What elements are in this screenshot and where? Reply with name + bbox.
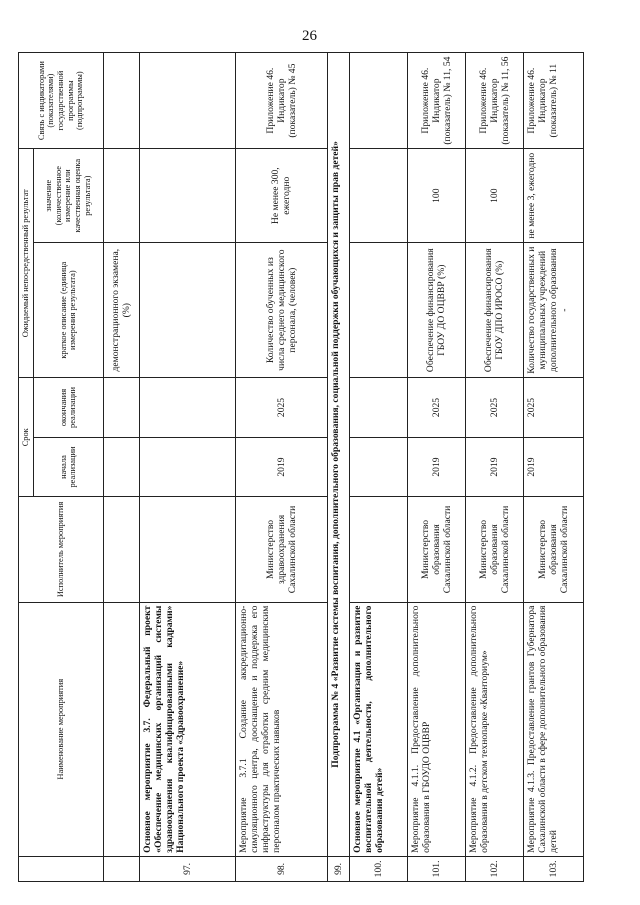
header-end: окончания реализации (33, 378, 103, 438)
row-desc: Обеспечение финансирования ГБОУ ДПО ИРОСО (%) (465, 243, 523, 378)
row-num: 98. (235, 856, 327, 881)
row-end: 2025 (407, 378, 465, 438)
row-start (349, 437, 407, 497)
row-start: 2019 (523, 437, 583, 497)
row-executor: Министерство здравоохранения Сахалинской области (235, 497, 327, 602)
row-num: 102. (465, 856, 523, 881)
row-link: Приложение 46. Индикатор (показатель) № 45 (235, 53, 327, 149)
row-name (103, 602, 139, 856)
row-value (103, 149, 139, 243)
row-name: Мероприятие 4.1.1. Предоставление дополнительного образования в ГБОУДО ОЦВВР (407, 602, 465, 856)
row-value (139, 149, 235, 243)
row-link (139, 53, 235, 149)
row-link (103, 53, 139, 149)
table-row (523, 53, 583, 882)
row-num: 101. (407, 856, 465, 881)
header-link: Связь с индикаторами (показателями) государственной программы (подпрограммы) (19, 53, 104, 149)
row-name: Основное мероприятие 3.7. Федеральный проект «Обеспечение медицинских организаций системы здравоохранения квалифицированными кадрами» Национального проекта «Здравоохранение» (139, 602, 235, 856)
table-row-subprogram (327, 53, 349, 882)
row-link (349, 53, 407, 149)
row-num: 100. (349, 856, 407, 881)
row-executor: Министерство образования Сахалинской области (407, 497, 465, 602)
row-name: Мероприятие 4.1.3. Предоставление грантов Губернатора Сахалинской области в сфере дополнительного образования детей (523, 602, 583, 856)
header-expected: Ожидаемый непосредственный результат (19, 149, 34, 378)
row-name: Основное мероприятие 4.1 «Организация и развитие воспитательной деятельности, дополнительного образования детей» (349, 602, 407, 856)
table-row (465, 53, 523, 882)
row-name: Мероприятие 3.7.1 Создание аккредитационно-симуляционного центра, дооснащение и поддержка его инфраструктуры для отработки средним медицинским персоналом практических навыков (235, 602, 327, 856)
row-link: Приложение 46. Индикатор (показатель) № 11, 56 (465, 53, 523, 149)
row-link: Приложение 46. Индикатор (показатель) № 11, 54 (407, 53, 465, 149)
measures-table (18, 52, 584, 882)
row-num: 97. (139, 856, 235, 881)
row-end (103, 378, 139, 438)
row-num: 103. (523, 856, 583, 881)
row-link: Приложение 46. Индикатор (показатель) № 11 (523, 53, 583, 149)
row-executor (349, 497, 407, 602)
table-row (235, 53, 327, 882)
row-value: Не менее 300, ежегодно (235, 149, 327, 243)
row-end: 2025 (235, 378, 327, 438)
subprogram-title: Подпрограмма № 4 «Развитие системы воспитания, дополнительного образования, социальной поддержки обучающихся и защиты прав детей» (327, 53, 349, 857)
page-number: 26 (302, 28, 317, 44)
table-row (139, 53, 235, 882)
row-end (349, 378, 407, 438)
header-start: начала реализации (33, 437, 103, 497)
row-value: не менее 3, ежегодно (523, 149, 583, 243)
table-row (349, 53, 407, 882)
row-value (349, 149, 407, 243)
header-name: Наименование мероприятия (19, 602, 104, 856)
row-start: 2019 (407, 437, 465, 497)
row-end: 2025 (465, 378, 523, 438)
row-start (103, 437, 139, 497)
row-end (139, 378, 235, 438)
row-desc (139, 243, 235, 378)
header-value: значение (количественное измерение или качественная оценка результата) (33, 149, 103, 243)
row-desc (349, 243, 407, 378)
row-start: 2019 (465, 437, 523, 497)
row-value: 100 (465, 149, 523, 243)
row-desc: демонстрационного экзамена, (%) (103, 243, 139, 378)
header-term: Срок (19, 378, 34, 497)
row-desc: Количество государственных и муниципальных учреждений дополнительного образования - (523, 243, 583, 378)
row-num (103, 856, 139, 881)
row-executor: Министерство образования Сахалинской области (465, 497, 523, 602)
table-row (407, 53, 465, 882)
row-desc: Обеспечение финансирования ГБОУ ДО ОЦВВР (%) (407, 243, 465, 378)
header-num (19, 856, 104, 881)
row-desc: Количество обученных из числа среднего медицинского персонала, (человек) (235, 243, 327, 378)
row-executor (103, 497, 139, 602)
row-value: 100 (407, 149, 465, 243)
row-start: 2019 (235, 437, 327, 497)
document-sheet (18, 52, 620, 882)
row-executor (139, 497, 235, 602)
row-name: Мероприятие 4.1.2. Предоставление дополнительного образования в детском технопарке «Кванториум» (465, 602, 523, 856)
table-row (103, 53, 139, 882)
header-short-desc: краткое описание (единица измерения результата) (33, 243, 103, 378)
row-start (139, 437, 235, 497)
header-executor: Исполнитель мероприятия (19, 497, 104, 602)
row-executor: Министерство образования Сахалинской области (523, 497, 583, 602)
row-num: 99. (327, 856, 349, 881)
row-end: 2025 (523, 378, 583, 438)
